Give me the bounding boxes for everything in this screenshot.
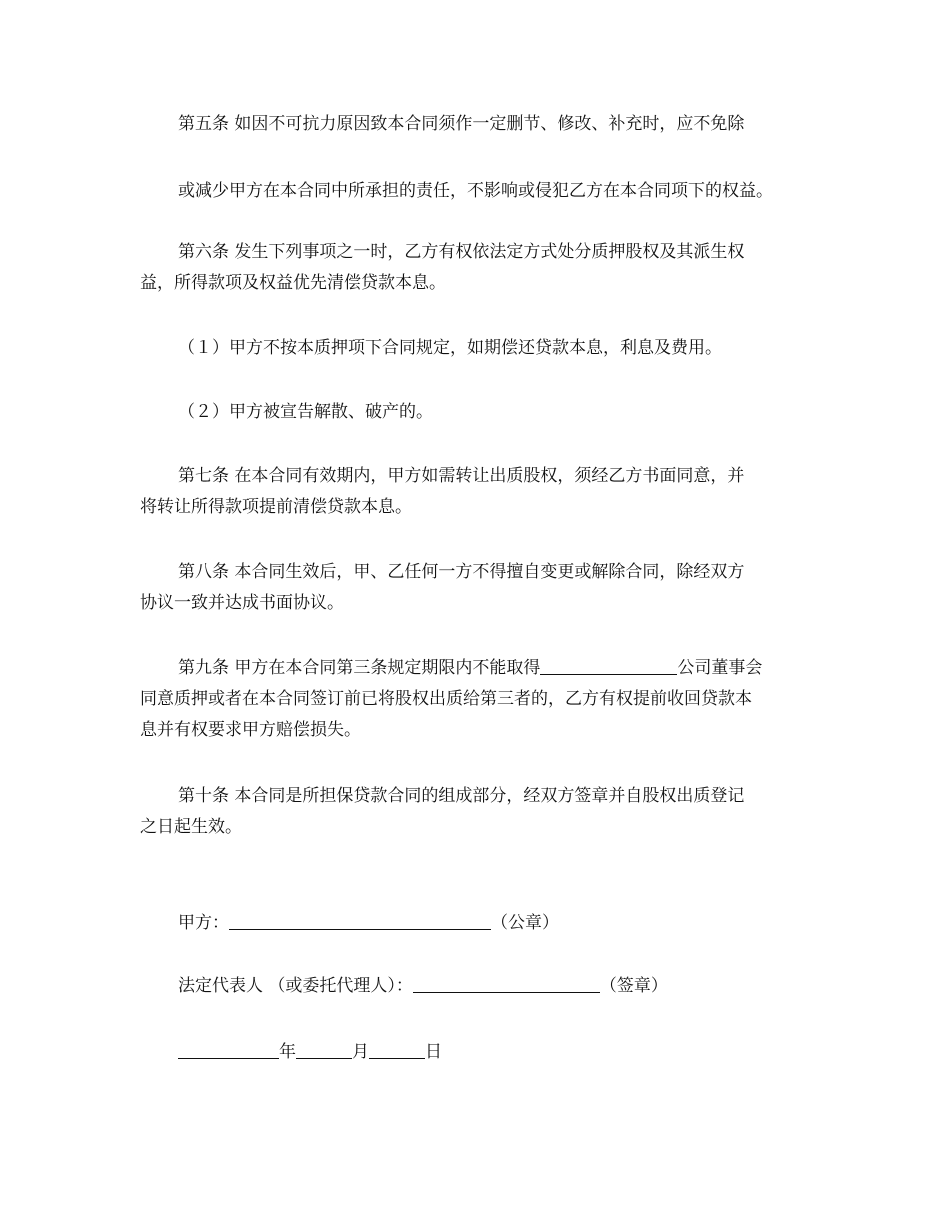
party-a-signature-blank[interactable] — [229, 912, 491, 930]
article-5-line-2: 或减少甲方在本合同中所承担的责任，不影响或侵犯乙方在本合同项下的权益。 — [178, 181, 773, 201]
article-7-line-2: 将转让所得款项提前清偿贷款本息。 — [140, 497, 412, 517]
day-label: 日 — [425, 1042, 442, 1062]
article-9-text-a: 第九条 甲方在本合同第三条规定期限内不能取得 — [178, 658, 541, 678]
date-line — [178, 1041, 442, 1063]
article-8-line-1: 第八条 本合同生效后，甲、乙任何一方不得擅自变更或解除合同，除经双方 — [178, 562, 745, 582]
month-blank[interactable] — [296, 1041, 352, 1059]
article-10-line-2: 之日起生效。 — [140, 817, 242, 837]
item-2: （２）甲方被宣告解散、破产的。 — [178, 402, 433, 422]
article-7-line-1: 第七条 在本合同有效期内，甲方如需转让出质股权，须经乙方书面同意，并 — [178, 466, 745, 486]
article-9-line-3: 息并有权要求甲方赔偿损失。 — [140, 720, 361, 740]
year-label: 年 — [279, 1042, 296, 1062]
article-5-line-1: 第五条 如因不可抗力原因致本合同须作一定删节、修改、补充时，应不免除 — [178, 114, 745, 134]
party-a-line — [178, 912, 559, 934]
representative-label: 法定代表人 （或委托代理人）： — [178, 976, 413, 996]
article-9-line-2: 同意质押或者在本合同签订前已将股权出质给第三者的，乙方有权提前收回贷款本 — [140, 689, 752, 709]
party-a-seal: （公章） — [491, 913, 559, 933]
representative-seal: （签章） — [599, 976, 668, 996]
article-10-line-1: 第十条 本合同是所担保贷款合同的组成部分，经双方签章并自股权出质登记 — [178, 786, 745, 806]
item-1: （１）甲方不按本质押项下合同规定，如期偿还贷款本息，利息及费用。 — [178, 338, 722, 358]
representative-signature-blank[interactable] — [413, 975, 600, 993]
article-9-line-1 — [178, 657, 762, 679]
party-a-label: 甲方： — [178, 913, 229, 933]
day-blank[interactable] — [369, 1041, 425, 1059]
article-8-line-2: 协议一致并达成书面协议。 — [140, 593, 344, 613]
month-label: 月 — [352, 1042, 369, 1062]
year-blank[interactable] — [178, 1041, 279, 1059]
company-name-blank[interactable] — [540, 657, 677, 675]
article-6-line-2: 益，所得款项及权益优先清偿贷款本息。 — [140, 273, 446, 293]
article-6-line-1: 第六条 发生下列事项之一时，乙方有权依法定方式处分质押股权及其派生权 — [178, 242, 745, 262]
representative-line — [178, 975, 668, 997]
article-9-text-b: 公司董事会 — [677, 658, 763, 678]
